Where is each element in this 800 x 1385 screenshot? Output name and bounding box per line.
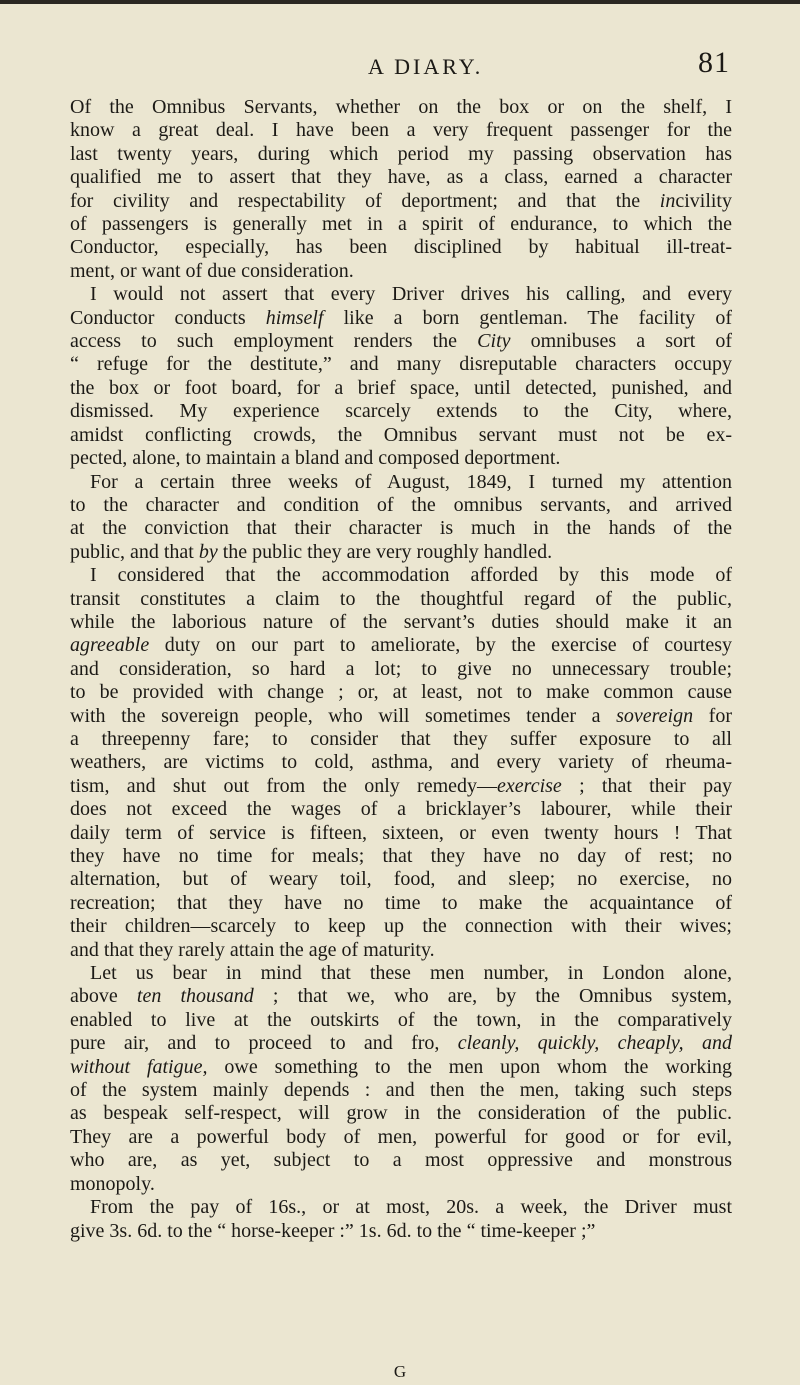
text-line: alternation, but of weary toil, food, and sleep; no exercise, no	[70, 868, 732, 891]
text-line: Of the Omnibus Servants, whether on the box or on the shelf, I	[70, 96, 732, 118]
text-line: recreation; that they have no time to make the acquaintance of	[70, 891, 732, 914]
text-line: I would not assert that every Driver drives his calling, and every	[90, 283, 732, 306]
text-line: they have no time for meals; that they have no day of rest; no	[70, 845, 732, 867]
text-line: to the character and condition of the omnibus servants, and arrived	[70, 493, 732, 516]
paragraph	[70, 564, 732, 962]
text-line: amidst conflicting crowds, the Omnibus servant must not be ex-	[70, 423, 732, 446]
text-line: daily term of service is fifteen, sixteen, or even twenty hours ! That	[70, 821, 732, 844]
text-line: a threepenny fare; to consider that they suffer exposure to all	[70, 727, 732, 750]
running-head: A DIARY.	[368, 54, 484, 79]
paragraph	[70, 471, 732, 565]
paragraph	[70, 1196, 732, 1243]
body-text	[70, 96, 732, 1243]
text-line: without fatigue, owe something to the men upon whom the working	[70, 1055, 732, 1078]
text-line: pure air, and to proceed to and fro, cleanly, quickly, cheaply, and	[70, 1032, 732, 1055]
text-line: Conductor conducts himself like a born gentleman. The facility of	[70, 306, 732, 329]
text-line: give 3s. 6d. to the “ horse-keeper :” 1s. 6d. to the “ time-keeper ;”	[70, 1219, 596, 1242]
text-line: last twenty years, during which period my passing observation has	[70, 142, 732, 165]
page-number: 81	[698, 46, 730, 79]
paragraph	[70, 283, 732, 470]
text-line: at the conviction that their character is much in the hands of the	[70, 517, 732, 540]
paragraph	[70, 96, 732, 283]
text-line: tism, and shut out from the only remedy—exercise ; that their pay	[70, 774, 732, 797]
text-line: while the laborious nature of the servant’s duties should make it an	[70, 610, 732, 633]
text-line: monopoly.	[70, 1172, 155, 1195]
signature-mark: G	[393, 1362, 407, 1381]
text-line: with the sovereign people, who will sometimes tender a sovereign for	[70, 704, 732, 727]
text-line: transit constitutes a claim to the thoughtful regard of the public,	[70, 587, 732, 610]
paragraph	[70, 962, 732, 1196]
text-line: their children—scarcely to keep up the connection with their wives;	[70, 915, 732, 938]
text-line: of passengers is generally met in a spirit of endurance, to which the	[70, 213, 732, 236]
text-line: weathers, are victims to cold, asthma, and every variety of rheuma-	[70, 751, 732, 774]
text-line: From the pay of 16s., or at most, 20s. a week, the Driver must	[90, 1196, 732, 1219]
text-line: For a certain three weeks of August, 1849, I turned my attention	[90, 470, 732, 493]
text-line: public, and that by the public they are very roughly handled.	[70, 540, 553, 563]
text-line: for civility and respectability of deportment; and that the incivility	[70, 189, 732, 212]
text-line: qualified me to assert that they have, as a class, earned a character	[70, 166, 732, 189]
text-line: to be provided with change ; or, at least, not to make common cause	[70, 681, 732, 704]
text-line: ment, or want of due consideration.	[70, 259, 354, 282]
text-line: enabled to live at the outskirts of the town, in the comparatively	[70, 1008, 732, 1031]
text-line: “ refuge for the destitute,” and many disreputable characters occupy	[70, 353, 732, 376]
text-line: pected, alone, to maintain a bland and composed deportment.	[70, 447, 561, 470]
text-line: the box or foot board, for a brief space, until detected, punished, and	[70, 376, 732, 399]
text-line: Conductor, especially, has been disciplined by habitual ill-treat-	[70, 236, 732, 259]
text-line: dismissed. My experience scarcely extends to the City, where,	[70, 400, 732, 423]
text-line: Let us bear in mind that these men number, in London alone,	[90, 962, 732, 985]
text-line: above ten thousand ; that we, who are, by the Omnibus system,	[70, 985, 732, 1008]
text-line: of the system mainly depends : and then the men, taking such steps	[70, 1079, 732, 1102]
text-line: who are, as yet, subject to a most oppressive and monstrous	[70, 1149, 732, 1172]
text-line: and that they rarely attain the age of maturity.	[70, 938, 435, 961]
text-line: They are a powerful body of men, powerful for good or for evil,	[70, 1125, 732, 1148]
text-line: as bespeak self-respect, will grow in the consideration of the public.	[70, 1102, 732, 1125]
page-header	[70, 44, 730, 84]
text-line: know a great deal. I have been a very frequent passenger for the	[70, 119, 732, 142]
text-line: access to such employment renders the City omnibuses a sort of	[70, 330, 732, 353]
text-line: I considered that the accommodation afforded by this mode of	[90, 564, 732, 587]
text-line: and consideration, so hard a lot; to give no unnecessary trouble;	[70, 657, 732, 680]
top-border	[0, 0, 800, 4]
text-line: agreeable duty on our part to ameliorate, by the exercise of courtesy	[70, 634, 732, 657]
text-line: does not exceed the wages of a bricklayer’s labourer, while their	[70, 798, 732, 821]
